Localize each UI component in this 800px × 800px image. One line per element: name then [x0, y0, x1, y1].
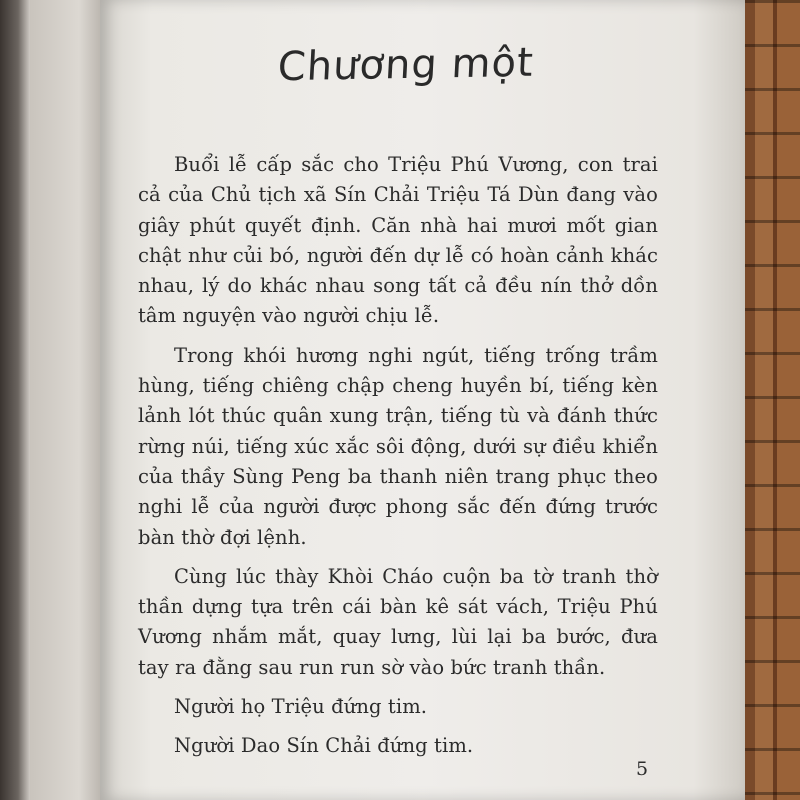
- book-cover-edge: [0, 0, 30, 800]
- paragraph-1: Buổi lễ cấp sắc cho Triệu Phú Vương, con trai cả của Chủ tịch xã Sín Chải Triệu Tá Dùn đang vào giây phút quyết định. Căn nhà hai mươi mốt gian chật như củi bó, người đến dự lễ có hoàn cảnh khác nhau, lý do khác nhau song tất cả đều nín thở dồn tâm nguyện vào người chịu lễ.: [138, 153, 658, 328]
- bamboo-mat-background: [745, 0, 800, 800]
- paragraph-2: Trong khói hương nghi ngút, tiếng trống trầm hùng, tiếng chiêng chập cheng huyền bí, tiếng kèn lảnh lót thúc quân xung trận, tiếng tù và đánh thức rừng núi, tiếng xúc xắc sôi động, dưới sự điều khiển của thầy Sùng Peng ba thanh niên trang phục theo nghi lễ của người được phong sắc đến đứng trước bàn thờ đợi lệnh.: [138, 343, 658, 549]
- previous-page-edge: [30, 0, 100, 800]
- paragraph-4: Người họ Triệu đứng tim.: [174, 695, 428, 719]
- chapter-body: [138, 150, 658, 771]
- chapter-title: Chương một: [276, 39, 536, 91]
- paragraph-5: Người Dao Sín Chải đứng tim.: [174, 734, 474, 758]
- paragraph-3: Cùng lúc thày Khòi Cháo cuộn ba tờ tranh thờ thần dựng tựa trên cái bàn kê sát vách, Triệu Phú Vương nhắm mắt, quay lưng, lùi lại ba bước, đưa tay ra đằng sau run run sờ vào bức tranh thần.: [138, 564, 658, 679]
- page-number: 5: [636, 758, 649, 780]
